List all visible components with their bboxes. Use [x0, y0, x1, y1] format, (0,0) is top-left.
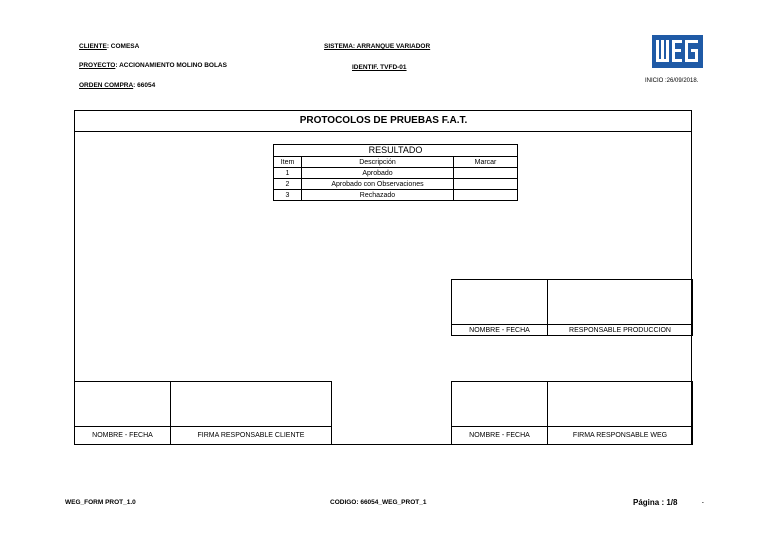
inicio-date: INICIO :26/09/2018.: [645, 78, 699, 84]
produccion-firma-label: RESPONSABLE PRODUCCION: [547, 324, 693, 336]
orden-line: [79, 82, 155, 89]
cliente-label: CLIENTE: [79, 43, 107, 50]
proyecto-line: [79, 62, 227, 69]
proyecto-label: PROYECTO: [79, 62, 116, 69]
cliente-firma-label: FIRMA RESPONSABLE CLIENTE: [170, 426, 332, 445]
proyecto-value: : ACCIONAMIENTO MOLINO BOLAS: [115, 62, 227, 69]
produccion-firma-box[interactable]: [547, 279, 693, 325]
footer-pagina: Página : 1/8: [633, 498, 678, 507]
row-desc: Rechazado: [302, 190, 454, 201]
sistema-text: SISTEMA: ARRANQUE VARIADOR: [324, 43, 431, 50]
cliente-nombre-box[interactable]: [74, 381, 171, 427]
produccion-nombre-label: NOMBRE - FECHA: [451, 324, 548, 336]
cliente-nombre-label: NOMBRE - FECHA: [74, 426, 171, 445]
orden-value: : 66054: [133, 82, 156, 89]
weg-firma-box[interactable]: [547, 381, 693, 427]
identif-text: IDENTIF. TVFD-01: [352, 64, 407, 71]
col-mark-header: Marcar: [454, 157, 518, 168]
weg-firma-label: FIRMA RESPONSABLE WEG: [547, 426, 693, 445]
resultado-title: RESULTADO: [274, 145, 518, 157]
produccion-nombre-box[interactable]: [451, 279, 548, 325]
row-item: 3: [274, 190, 302, 201]
form-title: PROTOCOLOS DE PRUEBAS F.A.T.: [75, 110, 692, 132]
row-mark-cell[interactable]: [454, 179, 518, 190]
row-desc: Aprobado: [302, 168, 454, 179]
weg-nombre-label: NOMBRE - FECHA: [451, 426, 548, 445]
footer-form-id: WEG_FORM PROT_1.0: [65, 499, 136, 506]
table-row: [274, 190, 518, 201]
cliente-value: : COMESA: [106, 43, 140, 50]
table-row: [274, 179, 518, 190]
row-item: 2: [274, 179, 302, 190]
row-mark-cell[interactable]: [454, 168, 518, 179]
cliente-firma-box[interactable]: [170, 381, 332, 427]
col-desc-header: Descripción: [302, 157, 454, 168]
footer-codigo: CODIGO: 66054_WEG_PROT_1: [330, 499, 427, 506]
row-item: 1: [274, 168, 302, 179]
weg-nombre-box[interactable]: [451, 381, 548, 427]
table-row: [274, 168, 518, 179]
row-mark-cell[interactable]: [454, 190, 518, 201]
weg-logo-icon: [652, 35, 703, 68]
footer-dot: .: [702, 498, 704, 505]
orden-label: ORDEN COMPRA: [79, 82, 134, 89]
weg-logo: [652, 35, 703, 68]
resultado-table: [273, 144, 518, 201]
row-desc: Aprobado con Observaciones: [302, 179, 454, 190]
cliente-line: [79, 43, 139, 50]
col-item-header: Item: [274, 157, 302, 168]
